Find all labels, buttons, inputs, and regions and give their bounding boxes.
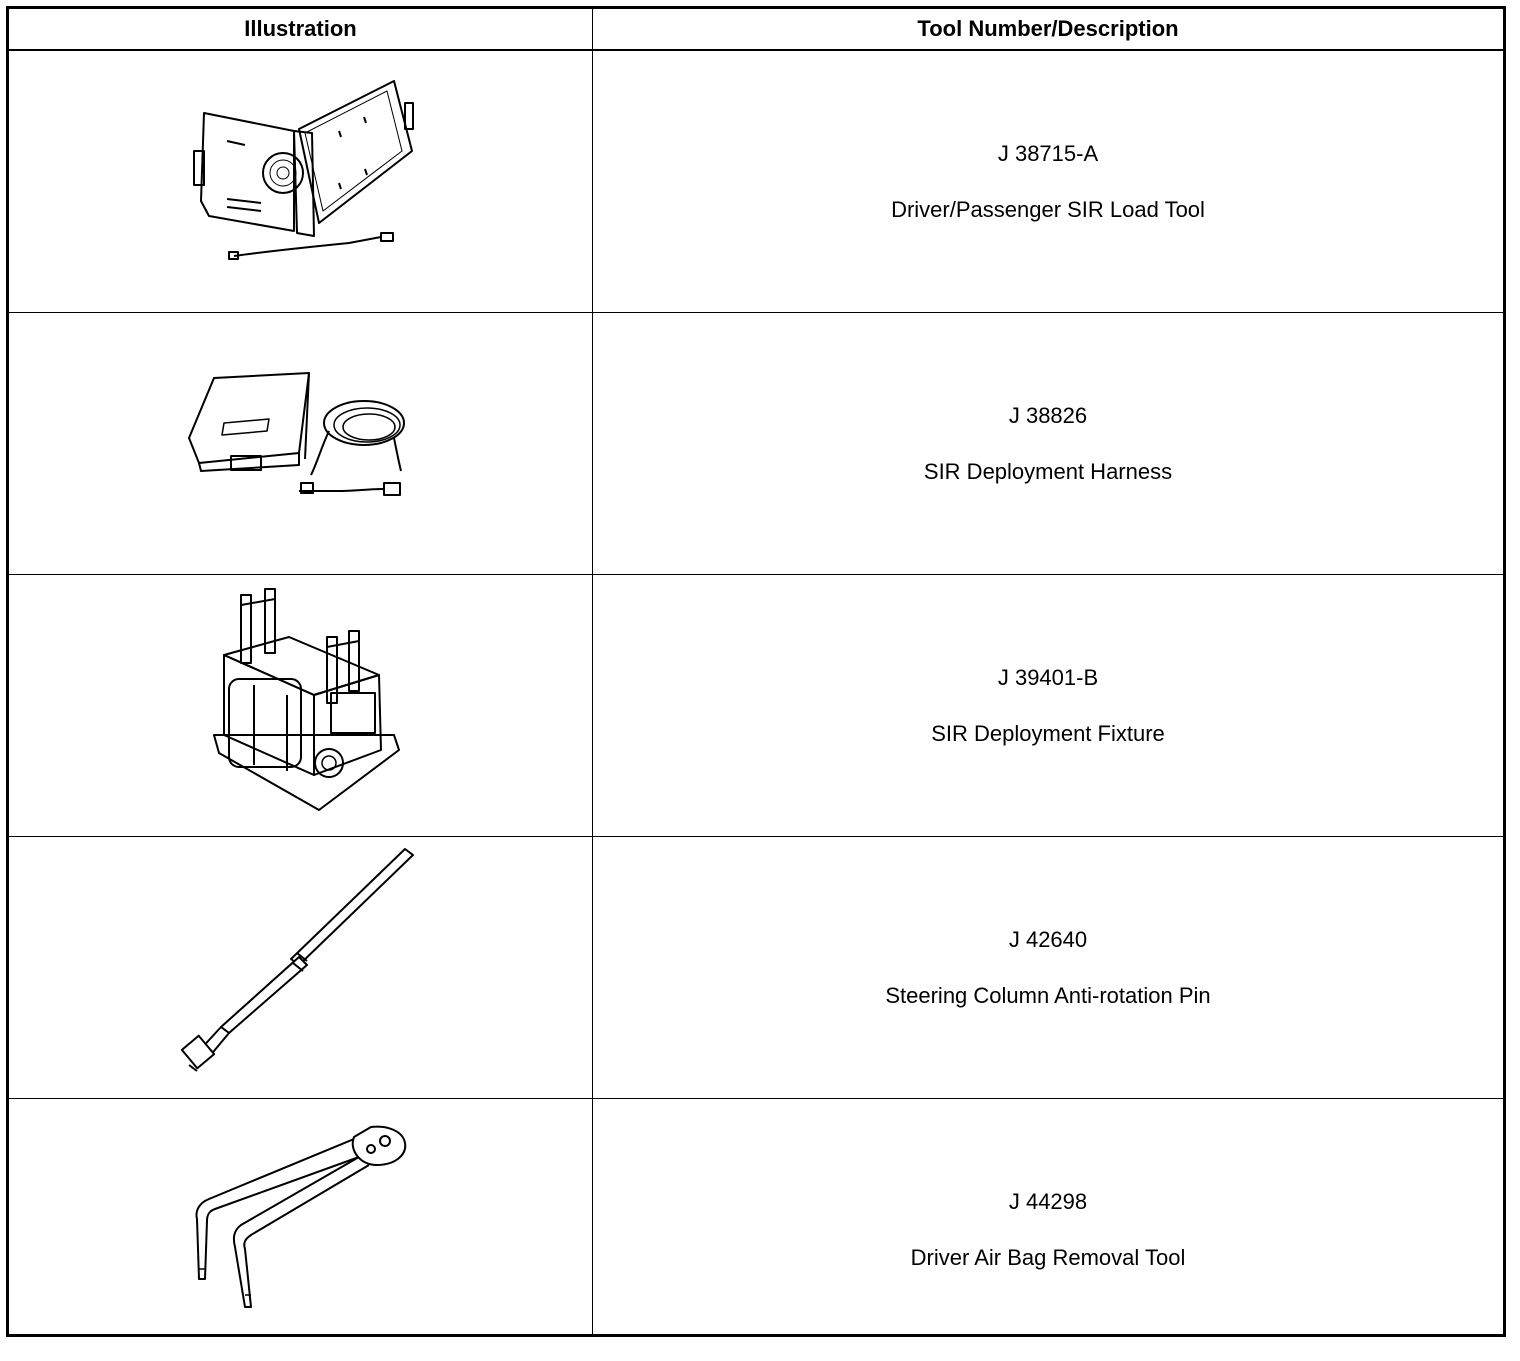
tool-number: J 38826: [1008, 402, 1088, 428]
description-cell: [593, 313, 1503, 574]
deployment-harness-icon: [9, 313, 592, 575]
illustration-cell: [9, 313, 592, 574]
description-cell: [593, 575, 1503, 836]
tool-description: Driver Air Bag Removal Tool: [910, 1245, 1186, 1270]
deployment-fixture-icon: [9, 575, 592, 837]
illustration-cell: [9, 1099, 592, 1361]
illustration-cell: [9, 51, 592, 312]
tool-number: J 44298: [1008, 1189, 1088, 1214]
tool-number: J 39401-B: [997, 664, 1099, 690]
description-cell: [593, 51, 1503, 312]
tool-table: [6, 6, 1506, 1337]
tool-number: J 38715-A: [997, 140, 1099, 166]
header-illustration: Illustration: [244, 16, 357, 41]
table-header: [9, 9, 1503, 51]
description-cell: [593, 1099, 1503, 1361]
table-row: [9, 51, 1503, 313]
illustration-cell: [9, 575, 592, 836]
table-row: [9, 837, 1503, 1099]
tool-description: SIR Deployment Harness: [923, 458, 1173, 484]
anti-rotation-pin-icon: [9, 837, 592, 1099]
table-row: [9, 1099, 1503, 1361]
tool-description: Driver/Passenger SIR Load Tool: [891, 196, 1205, 222]
tool-description: SIR Deployment Fixture: [931, 720, 1165, 746]
tool-number: J 42640: [1008, 926, 1088, 952]
table-row: [9, 575, 1503, 837]
air-bag-removal-tool-icon: [9, 1099, 592, 1361]
tool-description: Steering Column Anti-rotation Pin: [885, 982, 1211, 1008]
sir-load-tool-case-icon: [9, 51, 592, 313]
description-cell: [593, 837, 1503, 1098]
table-row: [9, 313, 1503, 575]
illustration-cell: [9, 837, 592, 1098]
header-tool-description: Tool Number/Description: [917, 16, 1179, 41]
